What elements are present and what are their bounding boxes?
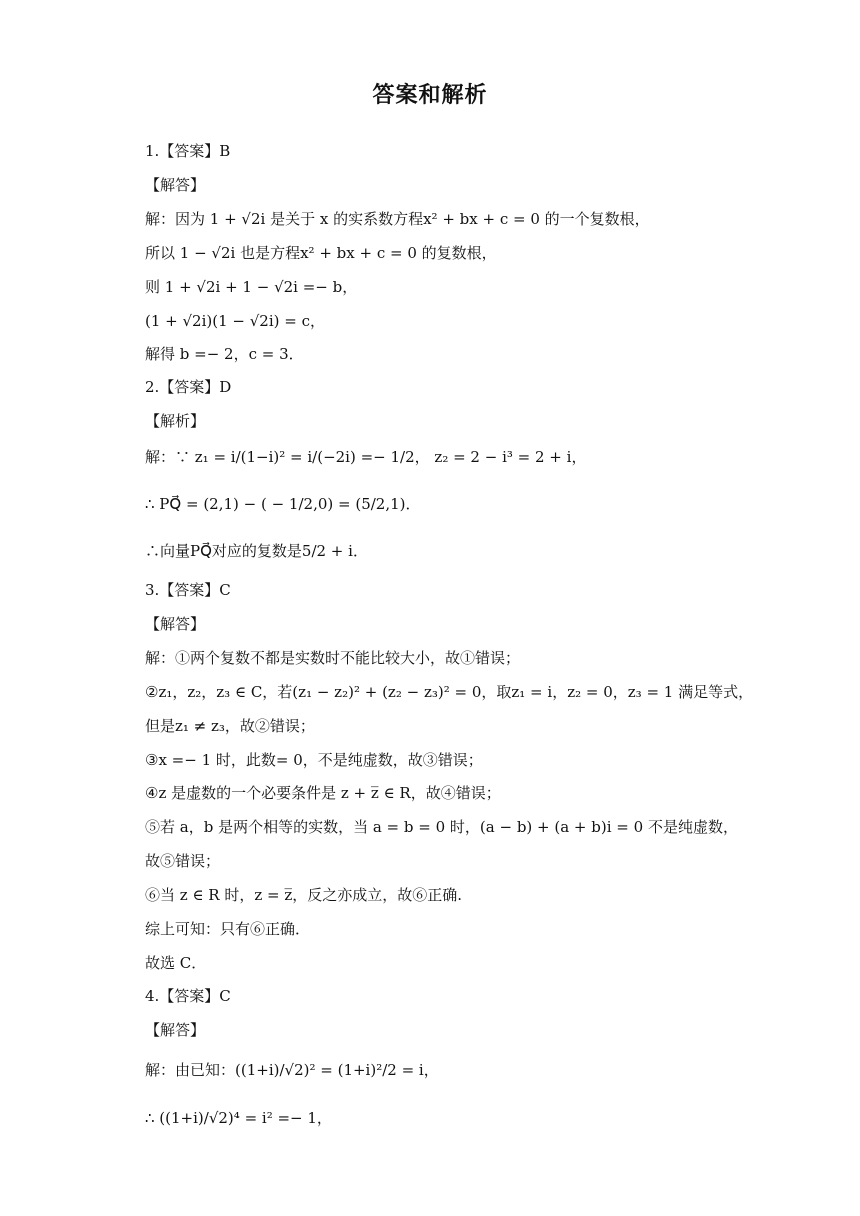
q4-section-label: 【解答】	[145, 1021, 206, 1039]
q3-line-10: 故选 C．	[145, 954, 207, 972]
q3-line-9: 综上可知：只有⑥正确．	[145, 920, 311, 938]
page-title: 答案和解析	[372, 83, 488, 108]
q1-line-3: 则 1 + √2i + 1 − √2i =− b，	[145, 278, 358, 296]
q3-line-4: ③x =− 1 时，此数= 0，不是纯虚数，故③错误；	[145, 751, 483, 769]
q3-line-3: 但是z₁ ≠ z₃，故②错误；	[145, 717, 315, 735]
q1-heading: 1.【答案】B	[145, 142, 231, 160]
q3-heading: 3.【答案】C	[145, 581, 231, 599]
q2-line-1: 解：∵ z₁ = i/(1−i)² = i/(−2i) =− 1/2， z₂ = 2 − i³ = 2 + i，	[145, 448, 587, 466]
q3-section-label: 【解答】	[145, 615, 206, 633]
q3-line-7: 故⑤错误；	[145, 852, 221, 870]
q2-section-label: 【解析】	[145, 412, 206, 430]
q1-line-5: 解得 b =− 2，c = 3．	[145, 345, 304, 363]
q3-line-1: 解：①两个复数不都是实数时不能比较大小，故①错误；	[145, 649, 521, 667]
q3-line-6: ⑤若 a，b 是两个相等的实数，当 a = b = 0 时，(a − b) + (a + b)i = 0 不是纯虚数，	[145, 818, 738, 836]
q3-line-2: ②z₁，z₂，z₃ ∈ C，若(z₁ − z₂)² + (z₂ − z₃)² = 0，取z₁ = i，z₂ = 0，z₃ = 1 满足等式，	[145, 683, 754, 701]
q2-line-2: ∴ PQ⃗ = (2,1) − ( − 1/2,0) = (5/2,1)．	[145, 495, 421, 513]
q4-heading: 4.【答案】C	[145, 987, 231, 1005]
q4-line-2: ∴ ((1+i)/√2)⁴ = i² =− 1，	[145, 1109, 332, 1127]
q2-line-3: ∴向量PQ⃗对应的复数是5/2 + i．	[145, 542, 368, 560]
q1-line-2: 所以 1 − √2i 也是方程x² + bx + c = 0 的复数根，	[145, 244, 497, 262]
q3-line-8: ⑥当 z ∈ R 时，z = z̅，反之亦成立，故⑥正确.	[145, 886, 463, 904]
q1-section-label: 【解答】	[145, 176, 206, 194]
q1-line-4: (1 + √2i)(1 − √2i) = c，	[145, 312, 326, 330]
q1-line-1: 解：因为 1 + √2i 是关于 x 的实系数方程x² + bx + c = 0 的一个复数根，	[145, 210, 650, 228]
q3-line-5: ④z 是虚数的一个必要条件是 z + z̅ ∈ R，故④错误；	[145, 784, 501, 802]
q2-heading: 2.【答案】D	[145, 378, 232, 396]
q4-line-1: 解：由已知：((1+i)/√2)² = (1+i)²/2 = i，	[145, 1061, 439, 1079]
